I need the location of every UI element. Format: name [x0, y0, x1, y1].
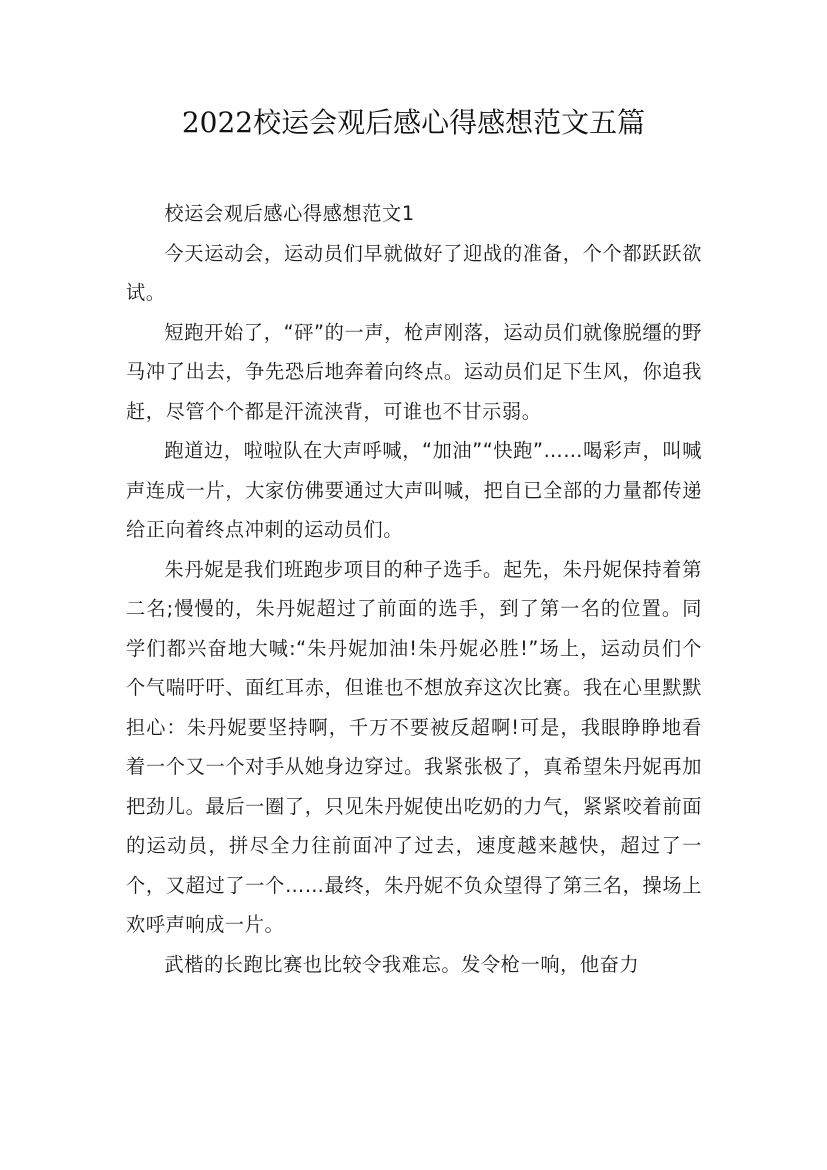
paragraph-4: 朱丹妮是我们班跑步项目的种子选手。起先，朱丹妮保持着第二名;慢慢的，朱丹妮超过了前面的选手，到了第一名的位置。同学们都兴奋地大喊:“朱丹妮加油!朱丹妮必胜!”场上，运动员们个个气喘吁吁、面红耳赤，但谁也不想放弃这次比赛。我在心里默默担心：朱丹妮要坚持啊，千万不要被反超啊!可是，我眼睁睁地看着一个又一个对手从她身边穿过。我紧张极了，真希望朱丹妮再加把劲儿。最后一圈了，只见朱丹妮使出吃奶的力气，紧紧咬着前面的运动员，拼尽全力往前面冲了过去，速度越来越快，超过了一个，又超过了一个……最终，朱丹妮不负众望得了第三名，操场上欢呼声响成一片。: [126, 557, 702, 936]
document-title: 2022校运会观后感心得感想范文五篇: [181, 106, 646, 139]
paragraph-1: 今天运动会，运动员们早就做好了迎战的准备，个个都跃跃欲试。: [126, 241, 702, 304]
paragraph-2: 短跑开始了，“砰”的一声，枪声刚落，运动员们就像脱缰的野马冲了出去，争先恐后地奔着向终点。运动员们足下生风，你追我赶，尽管个个都是汗流浃背，可谁也不甘示弱。: [126, 320, 702, 423]
paragraph-5: 武楷的长跑比赛也比较令我难忘。发令枪一响，他奋力: [164, 952, 640, 976]
paragraph-3: 跑道边，啦啦队在大声呼喊，“加油”“快跑”……喝彩声，叫喊声连成一片，大家仿佛要通过大声叫喊，把自已全部的力量都传递给正向着终点冲刺的运动员们。: [126, 439, 702, 541]
document-body: [126, 194, 702, 984]
section-heading: 校运会观后感心得感想范文1: [164, 202, 415, 225]
